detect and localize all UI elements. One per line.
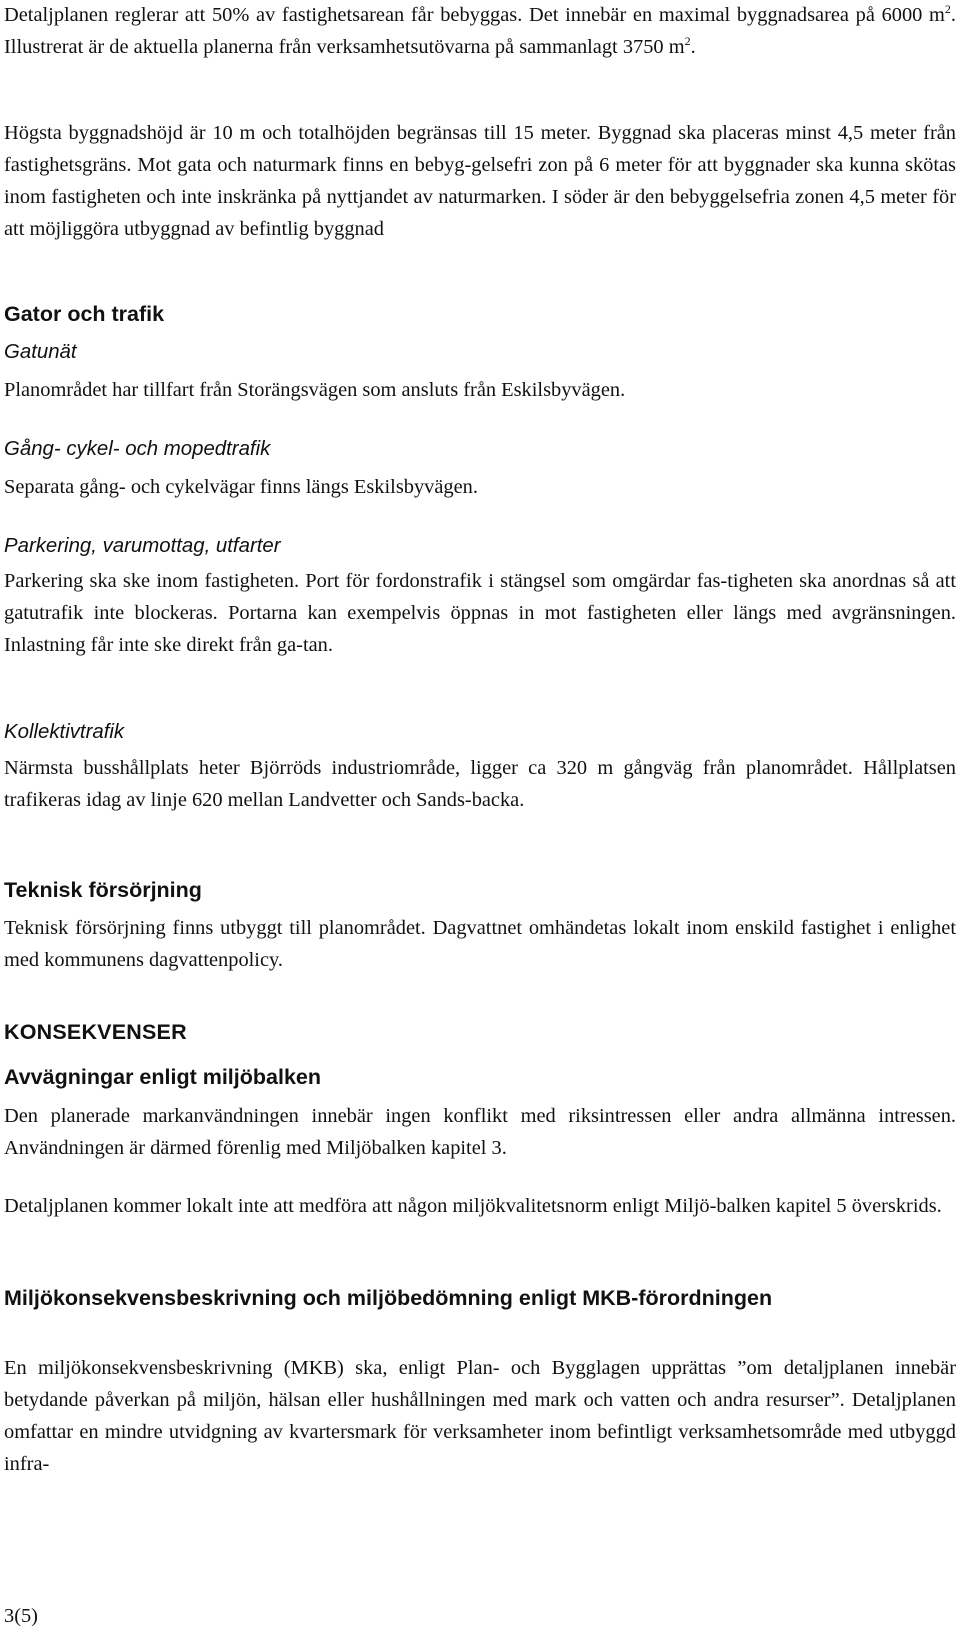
paragraph-text: Detaljplanen kommer lokalt inte att medföra att någon miljökvalitetsnorm enligt Miljö-balken kapitel 5 överskrids.: [4, 1195, 942, 1217]
section-gator-och-trafik: [4, 300, 956, 328]
intro-text-a: Detaljplanen reglerar att 50% av fastighetsarean får bebyggas. Det innebär en maximal byggnadsarea på 6000 m: [4, 4, 945, 26]
section-heading: Avvägningar enligt miljöbalken: [4, 1065, 321, 1089]
superscript-2: 2: [944, 2, 951, 17]
paragraph-text: Separata gång- och cykelvägar finns längs Eskilsbyvägen.: [4, 476, 478, 498]
paragraph-gatunat: [4, 374, 956, 406]
paragraph-text: Parkering ska ske inom fastigheten. Port för fordonstrafik i stängsel som omgärdar fas-tigheten ska anordnas så att gatutrafik inte blockeras. Portarna kan exempelvis öppnas in mot fastigheten eller längs med avgränsningen. Inlastning får inte ske direkt från ga-tan.: [4, 570, 956, 656]
section-avvagningar: [4, 1063, 956, 1091]
subsection-heading: Gång- cykel- och mopedtrafik: [4, 438, 271, 460]
paragraph-text: En miljökonsekvensbeskrivning (MKB) ska, enligt Plan- och Bygglagen upprättas ”om detaljplanen innebär betydande påverkan på miljön, hälsan eller hushållningen med mark och vatten och andra resurser”. Detaljplanen omfattar en mindre utvidgning av kvartersmark för verksamheter inom befintligt verksamhetsområde med utbyggd infra-: [4, 1357, 956, 1475]
subsection-heading: Gatunät: [4, 341, 77, 363]
paragraph-mkb: [4, 1352, 956, 1480]
page-number: 3(5): [4, 1605, 38, 1627]
paragraph-text: Teknisk försörjning finns utbyggt till planområdet. Dagvattnet omhändetas lokalt inom enskild fastighet i enlighet med kommunens dagvattenpolicy.: [4, 917, 956, 971]
intro-paragraph-1: [4, 0, 956, 63]
superscript-2: 2: [684, 34, 691, 49]
subsection-parkering: [4, 532, 956, 560]
subsection-gang-cykel: [4, 435, 956, 463]
paragraph-text: Den planerade markanvändningen innebär ingen konflikt med riksintressen eller andra allmänna intressen. Användningen är därmed förenlig med Miljöbalken kapitel 3.: [4, 1105, 956, 1159]
subsection-heading: Kollektivtrafik: [4, 721, 125, 743]
chapter-konsekvenser: [4, 1018, 956, 1046]
section-teknisk-forsorjning: [4, 876, 956, 904]
subsection-kollektivtrafik: [4, 718, 956, 746]
paragraph-kollektivtrafik: [4, 752, 956, 816]
paragraph-avvagningar-2: [4, 1190, 956, 1222]
section-heading: Teknisk försörjning: [4, 878, 202, 902]
intro-paragraph-2: [4, 117, 956, 245]
chapter-heading: KONSEKVENSER: [4, 1020, 187, 1044]
section-heading: Miljökonsekvensbeskrivning och miljöbedömning enligt MKB-förordningen: [4, 1286, 773, 1310]
paragraph-text: Planområdet har tillfart från Storängsvägen som ansluts från Eskilsbyvägen.: [4, 379, 626, 401]
paragraph-parkering: [4, 565, 956, 661]
paragraph-text: Närmsta busshållplats heter Björröds industriområde, ligger ca 320 m gångväg från planområdet. Hållplatsen trafikeras idag av linje 620 mellan Landvetter och Sands-backa.: [4, 757, 956, 811]
subsection-heading: Parkering, varumottag, utfarter: [4, 535, 281, 557]
paragraph-avvagningar-1: [4, 1100, 956, 1164]
paragraph-gang-cykel: [4, 471, 956, 503]
intro-text-b: . Illustrerat är de aktuella planerna från verksamhetsutövarna på sammanlagt 3750 m: [4, 4, 956, 58]
intro-text-c: .: [690, 36, 696, 58]
paragraph-teknisk: [4, 912, 956, 976]
section-heading: Gator och trafik: [4, 302, 165, 326]
subsection-gatunat: [4, 338, 956, 366]
intro-text-2: Högsta byggnadshöjd är 10 m och totalhöjden begränsas till 15 meter. Byggnad ska placeras minst 4,5 meter från fastighetsgräns. Mot gata och naturmark finns en bebyg-gelsefri zon på 6 meter för att byggnader ska kunna skötas inom fastigheten och inte inskränka på nyttjandet av naturmarken. I söder är den bebyggelsefria zonen 4,5 meter för att möjliggöra utbyggnad av befintlig byggnad: [4, 122, 956, 240]
section-mkb: [4, 1282, 776, 1314]
